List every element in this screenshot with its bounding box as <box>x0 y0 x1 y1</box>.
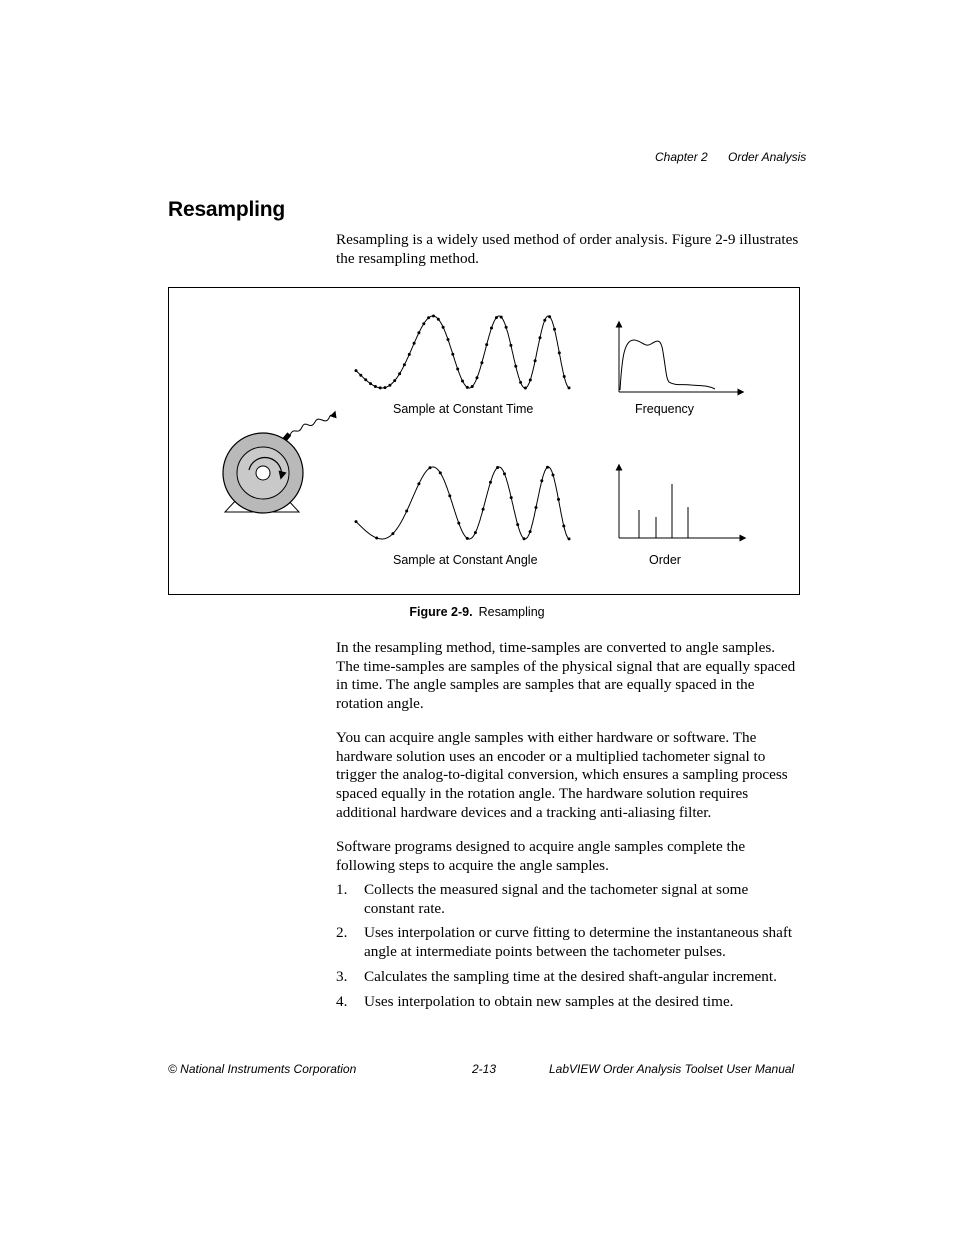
step-number: 2. <box>336 924 348 942</box>
list-item <box>336 881 802 918</box>
signal-squiggle <box>290 412 335 435</box>
footer-manual-title: LabVIEW Order Analysis Toolset User Manual <box>549 1062 795 1076</box>
constant-time-waveform <box>355 315 571 390</box>
header-title: Order Analysis <box>728 150 807 164</box>
figure-illustration <box>169 288 799 594</box>
label-sample-constant-angle: Sample at Constant Angle <box>393 553 538 567</box>
paragraph-resampling-method: In the resampling method, time-samples are converted to angle samples. The time-samples are samples of the physical signal that are equally spaced in time. The angle samples are samples that are equally spaced in the rotation angle. <box>336 639 796 713</box>
list-item <box>336 924 802 961</box>
list-item <box>336 968 802 987</box>
header-chapter: Chapter 2 <box>655 150 708 164</box>
step-text: Collects the measured signal and the tachometer signal at some constant rate. <box>364 881 749 917</box>
label-frequency: Frequency <box>635 402 695 416</box>
steps-list <box>336 881 802 1017</box>
step-text: Calculates the sampling time at the desired shaft-angular increment. <box>364 967 777 985</box>
figure-caption-number: Figure 2-9. <box>409 605 473 619</box>
order-plot <box>619 465 745 538</box>
list-item <box>336 993 802 1012</box>
section-title: Resampling <box>168 198 286 221</box>
label-order: Order <box>649 553 681 567</box>
intro-paragraph: Resampling is a widely used method of order analysis. Figure 2-9 illustrates the resampling method. <box>336 231 799 267</box>
paragraph-hardware-software: You can acquire angle samples with either hardware or software. The hardware solution uses an encoder or a multiplied tachometer signal to trigger the analog-to-digital conversion, which ensures a sampling process spaced equally in the rotation angle. The hardware solution requires additional hardware devices and a tracking anti-aliasing filter. <box>336 729 788 821</box>
label-sample-constant-time: Sample at Constant Time <box>393 402 534 416</box>
figure-caption <box>0 605 954 619</box>
step-number: 3. <box>336 967 348 985</box>
paragraph-software-steps: Software programs designed to acquire angle samples complete the following steps to acquire the angle samples. <box>336 838 746 874</box>
footer-page-number: 2-13 <box>472 1062 497 1076</box>
footer-copyright: © National Instruments Corporation <box>168 1062 357 1076</box>
frequency-plot <box>619 322 743 392</box>
figure-resampling <box>168 287 800 595</box>
step-text: Uses interpolation to obtain new samples at the desired time. <box>364 992 734 1010</box>
step-text: Uses interpolation or curve fitting to determine the instantaneous shaft angle at intermediate points between the tachometer pulses. <box>364 924 793 961</box>
figure-caption-title: Resampling <box>478 605 545 619</box>
step-number: 4. <box>336 992 348 1010</box>
rotating-machine-icon <box>223 432 303 513</box>
step-number: 1. <box>336 881 348 898</box>
constant-angle-waveform <box>355 466 571 541</box>
